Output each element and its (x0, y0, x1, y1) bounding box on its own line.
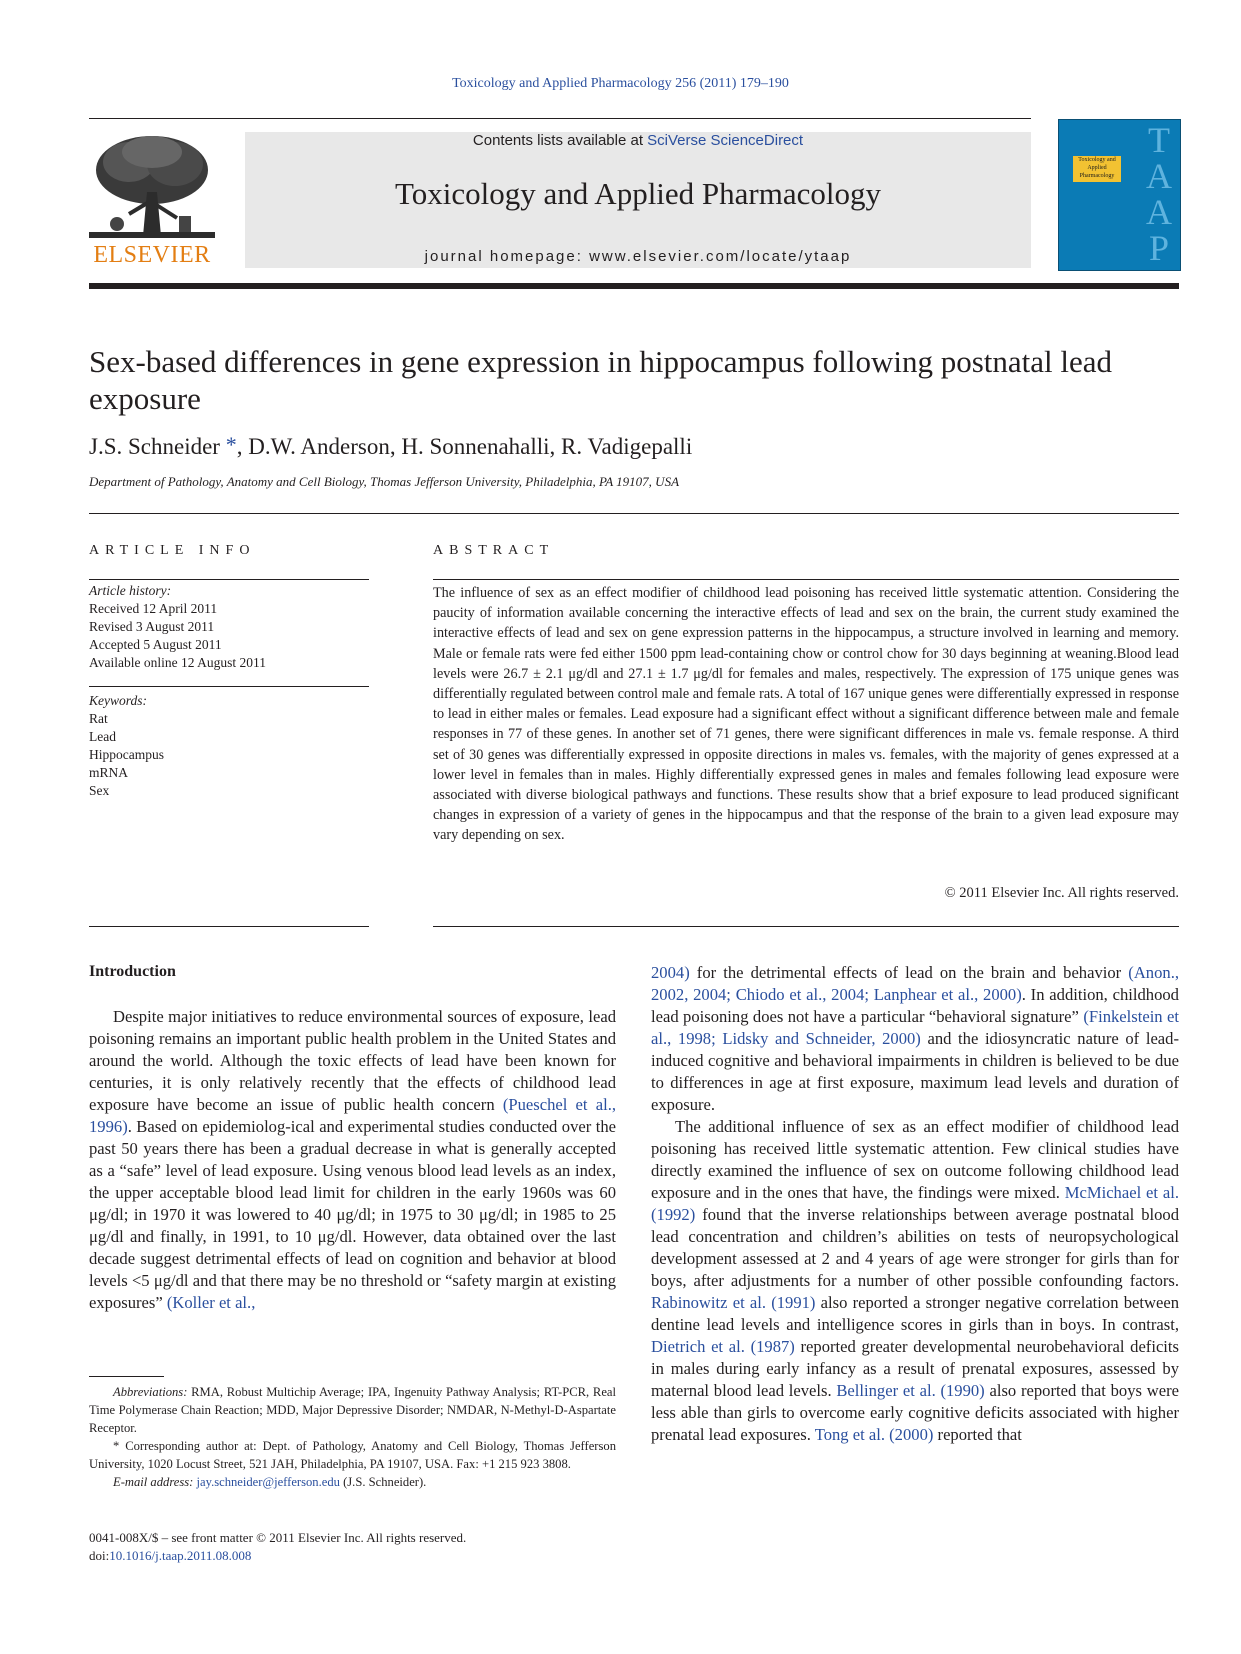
article-info-rule (89, 686, 369, 687)
keywords-label: Keywords: (89, 693, 147, 708)
citation-link[interactable]: Tong et al. (2000) (814, 1425, 934, 1444)
article-info-heading: ARTICLE INFO (89, 543, 256, 558)
email-link[interactable]: jay.schneider@jefferson.edu (196, 1475, 340, 1489)
keyword-item: Sex (89, 783, 110, 798)
citation-link[interactable]: 2004) (651, 963, 690, 982)
keyword-item: Rat (89, 711, 108, 726)
abstract-copyright: © 2011 Elsevier Inc. All rights reserved. (944, 885, 1179, 901)
citation-link[interactable]: Dietrich et al. (1987) (651, 1337, 795, 1356)
citation-link[interactable]: (Koller et al., (166, 1293, 256, 1312)
citation-link[interactable]: (Finkelstein et al., 1998; Lidsky and Schneider, 2000) (651, 1007, 1179, 1048)
cover-title: Toxicology and Applied Pharmacology (1078, 157, 1116, 179)
history-received: Received 12 April 2011 (89, 601, 218, 616)
citation-link[interactable]: Bellinger et al. (1990) (836, 1381, 985, 1400)
header-heavy-rule (89, 283, 1179, 289)
intro-paragraph-2: The additional influence of sex as an effect modifier of childhood lead poisoning has received little systematic attention. Few clinical studies have directly examined the influence of sex on outcome following childhood lead exposure and in the ones that have, the findings were mixed. McMichael et al. (1992) found that the inverse relationships between average postnatal blood lead concentration and children’s abilities on tests of neuropsychological development assessed at 2 and 4 years of age were stronger for girls than for boys, after adjustments for a number of other possible confounding factors. Rabinowitz et al. (1991) also reported a stronger negative correlation between dentine lead levels and intelligence scores in girls than in boys. In contrast, Dietrich et al. (1987) reported greater developmental neurobehavioral deficits in males during early infancy as a result of prenatal exposures, assessed by maternal blood lead levels. Bellinger et al. (1990) also reported that boys were less able than girls to overcome early cognitive deficits associated with higher prenatal lead exposures. Tong et al. (2000) reported that (651, 1117, 1179, 1444)
contents-prefix: Contents lists available at (472, 132, 648, 149)
keyword-item: Lead (89, 729, 116, 744)
intro-paragraph-1: Despite major initiatives to reduce environmental sources of exposure, lead poisoning remains an important public health problem in the United States and around the world. Although the toxic effects of lead have been known for centuries, it is only relatively recently that the effects of childhood lead exposure have become an issue of public health concern (Pueschel et al., 1996). Based on epidemiolog-ical and experimental studies conducted over the past 50 years there has been a gradual decrease in what is generally accepted as a “safe” level of lead exposure. Using venous blood lead levels as an index, the upper acceptable blood lead limit for children in the early 1960s was 60 μg/dl; in 1970 it was lowered to 40 μg/dl; in 1975 to 30 μg/dl; in 1985 to 25 μg/dl and finally, in 1991, to 10 μg/dl. However, data obtained over the last decade suggest detrimental effects of lead on cognition and behavior at blood levels <5 μg/dl and that there may be no threshold or “safety margin at existing exposures” (Koller et al., (89, 1007, 616, 1312)
abstract-rule (433, 926, 1179, 927)
doi-link[interactable]: 10.1016/j.taap.2011.08.008 (109, 1548, 252, 1563)
introduction-heading: Introduction (89, 963, 176, 980)
journal-reference: Toxicology and Applied Pharmacology 256 (2011) 179–190 (452, 76, 789, 91)
body-right-column (651, 962, 1179, 1446)
other-authors: , D.W. Anderson, H. Sonnenahalli, R. Vadigepalli (236, 434, 693, 459)
keywords (89, 692, 164, 800)
elsevier-wordmark: ELSEVIER (93, 242, 211, 268)
citation-link[interactable]: (Pueschel et al., 1996) (89, 1095, 616, 1136)
corresponding-author-mark[interactable]: * (225, 432, 237, 457)
front-matter (89, 1529, 466, 1565)
front-matter-line: 0041-008X/$ – see front matter © 2011 Elsevier Inc. All rights reserved. (89, 1530, 467, 1545)
journal-title: Toxicology and Applied Pharmacology (395, 176, 881, 211)
email-footnote: E-mail address: jay.schneider@jefferson.edu (J.S. Schneider). (113, 1475, 427, 1489)
article-info-rule (89, 579, 369, 580)
history-online: Available online 12 August 2011 (89, 655, 266, 670)
corresponding-author-footnote: * Corresponding author at: Dept. of Pathology, Anatomy and Cell Biology, Thomas Jefferson University, 1020 Locust Street, 521 JAH, Philadelphia, PA 19107, USA. Fax: +1 215 923 3808. (89, 1439, 616, 1471)
author-list (89, 432, 692, 460)
body-left-column (89, 1006, 616, 1314)
keyword-item: mRNA (89, 765, 129, 780)
top-rule (89, 118, 1031, 119)
intro-paragraph-1-cont: 2004) for the detrimental effects of lead on the brain and behavior (Anon., 2002, 2004; Chiodo et al., 2004; Lanphear et al., 2000). In addition, childhood lead poisoning does not have a particular “behavioral signature” (Finkelstein et al., 1998; Lidsky and Schneider, 2000) and the idiosyncratic nature of lead-induced cognitive and behavioral impairments in children is believed to be due to differences in age at first exposure, maximum lead levels and duration of exposure. (651, 963, 1179, 1114)
journal-cover (1058, 119, 1181, 271)
footnotes (89, 1383, 616, 1491)
article-info-rule (89, 926, 369, 927)
abstract-rule (433, 579, 1179, 580)
title-rule (89, 513, 1179, 514)
footnote-rule (89, 1376, 164, 1377)
history-accepted: Accepted 5 August 2011 (89, 637, 222, 652)
elsevier-logo (89, 132, 215, 272)
abstract-heading: ABSTRACT (433, 543, 555, 558)
history-revised: Revised 3 August 2011 (89, 619, 215, 634)
keyword-item: Hippocampus (89, 747, 164, 762)
citation-link[interactable]: (Anon., 2002, 2004; Chiodo et al., 2004; Lanphear et al., 2000) (651, 963, 1179, 1004)
abstract-text: The influence of sex as an effect modifier of childhood lead poisoning has received little systematic attention. Considering the paucity of information available concerning the interactive effects of lead and sex on the brain, the current study examined the interactive effects of lead and sex on gene expression patterns in the hippocampus, a structure involved in learning and memory. Male or female rats were fed either 1500 ppm lead-containing chow or control chow for 30 days beginning at weaning.Blood lead levels were 26.7 ± 2.1 μg/dl and 27.1 ± 1.7 μg/dl for females and males, respectively. The expression of 175 unique genes was differentially regulated between control male and female rats. A total of 167 unique genes were differentially expressed in response to lead in either males or females. Lead exposure had a significant effect without a significant difference between male and female responses in 77 of these genes. In another set of 71 genes, there were significant differences in male vs. female response. A third set of 30 genes was differentially expressed in opposite directions in males vs. females, with the majority of genes expressed at a lower level in females than in males. Highly differentially expressed genes in males and females following lead exposure were associated with diverse biological pathways and functions. These results show that a brief exposure to lead produced significant changes in expression of a variety of genes in the hippocampus and that the response of the brain to a given lead exposure may vary depending on sex. (433, 585, 1179, 844)
contents-line (245, 132, 1031, 149)
citation-link[interactable]: Rabinowitz et al. (1991) (651, 1293, 816, 1312)
affiliation: Department of Pathology, Anatomy and Cell Biology, Thomas Jefferson University, Philadelphia, PA 19107, USA (89, 474, 680, 489)
cover-letters: TAAP (1146, 120, 1172, 268)
author-schneider: J.S. Schneider (89, 434, 220, 459)
sciencedirect-link[interactable]: SciVerse ScienceDirect (647, 132, 804, 149)
history-label: Article history: (89, 583, 172, 598)
journal-homepage[interactable]: journal homepage: www.elsevier.com/locate/ytaap (424, 248, 852, 265)
abbreviations-footnote: Abbreviations: RMA, Robust Multichip Average; IPA, Ingenuity Pathway Analysis; RT-PCR, Real Time Polymerase Chain Reaction; MDD, Major Depressive Disorder; NMDAR, N-Methyl-D-Aspartate Receptor. (89, 1385, 616, 1435)
article-title: Sex-based differences in gene expression in hippocampus following postnatal lead exposure (89, 344, 1113, 416)
doi-line: doi:10.1016/j.taap.2011.08.008 (89, 1548, 252, 1563)
citation-link[interactable]: McMichael et al. (1992) (651, 1183, 1179, 1224)
journal-masthead (245, 132, 1031, 268)
article-history (89, 582, 266, 672)
